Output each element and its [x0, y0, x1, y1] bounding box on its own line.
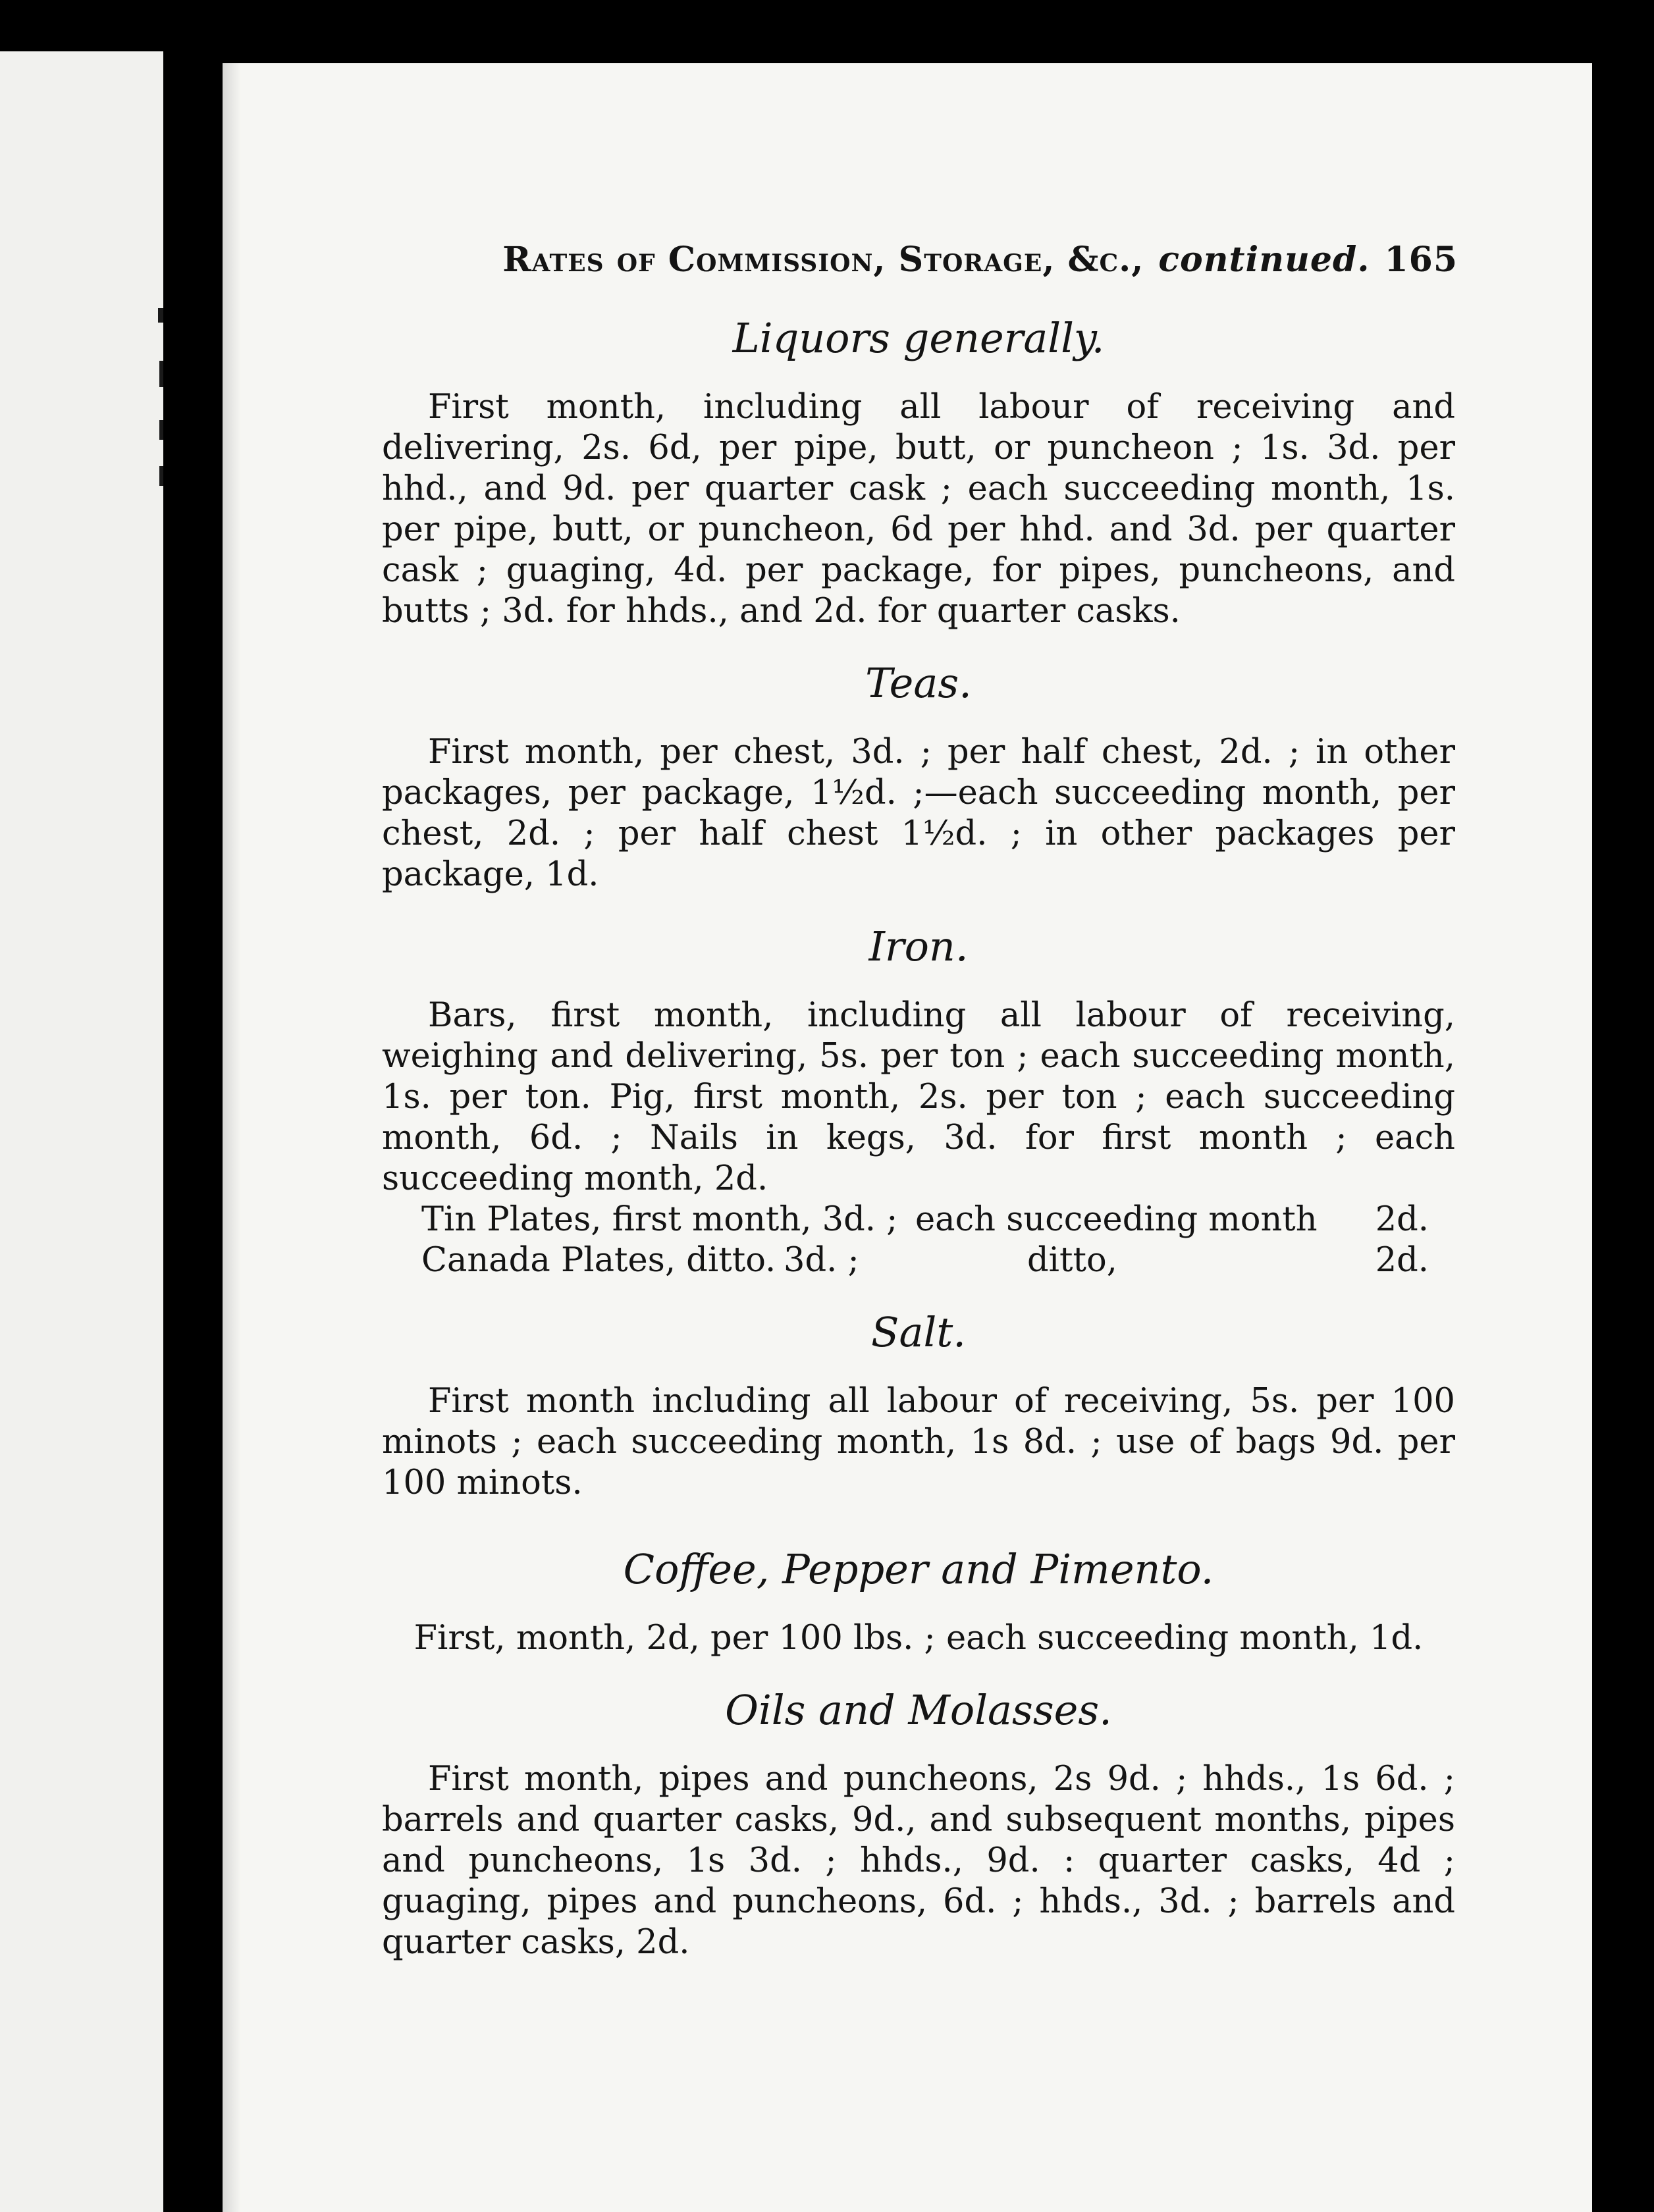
section-coffee: [382, 1543, 1455, 1659]
edge-mark: [159, 420, 163, 440]
running-head: [382, 237, 1458, 283]
rate-value: 2d.: [1375, 1200, 1429, 1239]
section-liquors: [382, 312, 1455, 632]
rate-item: Canada Plates, ditto.: [421, 1241, 776, 1280]
section-heading: Salt.: [871, 1308, 966, 1356]
section-teas: [382, 657, 1455, 895]
page-number: 165: [1384, 240, 1458, 280]
section-heading: Oils and Molasses.: [725, 1686, 1112, 1734]
running-head-title: Rates of Commission, Storage, &c.,: [502, 240, 1144, 280]
section-heading: Teas.: [865, 659, 972, 707]
page-content: [382, 237, 1458, 1963]
rate-value: 2d.: [1375, 1241, 1429, 1280]
section-text: Bars, first month, including all labour of receiving, weighing and delivering, 5s. per ton ; each succeeding month, 1s. per ton. Pig, first month, 2s. per ton ; each succeeding month, 6d. ; Nails in kegs, 3d. for first month ; each succeeding month, 2d.: [382, 996, 1455, 1198]
edge-mark: [159, 466, 163, 486]
edge-mark: [159, 361, 163, 387]
rate-succeeding: ditto,: [1027, 1241, 1117, 1280]
facing-page: [0, 51, 163, 2212]
section-heading: Coffee, Pepper and Pimento.: [623, 1545, 1214, 1593]
plates-rates: [382, 1199, 1455, 1281]
section-text: First month, per chest, 3d. ; per half chest, 2d. ; in other packages, per package, 1½d. ;—each succeeding month, per chest, 2d. ; per half chest 1½d. ; in other packages per package, 1d.: [382, 733, 1455, 894]
section-salt: [382, 1306, 1455, 1504]
section-iron: [382, 920, 1455, 1281]
section-oils: [382, 1684, 1455, 1963]
edge-mark: [158, 308, 163, 323]
rate-row-tin-plates: [382, 1199, 1455, 1240]
section-heading: Liquors generally.: [732, 314, 1105, 362]
rate-row-canada-plates: [382, 1240, 1455, 1281]
gutter-shadow: [223, 63, 241, 2212]
rate-first: 3d. ;: [784, 1241, 859, 1280]
rate-item: Tin Plates, first month, 3d. ;: [421, 1200, 898, 1239]
rate-succeeding: each succeeding month: [915, 1200, 1318, 1239]
section-heading: Iron.: [868, 922, 969, 970]
running-head-continued: continued.: [1158, 240, 1370, 280]
section-text: First month, including all labour of receiving and delivering, 2s. 6d, per pipe, butt, or puncheon ; 1s. 3d. per hhd., and 9d. per quarter cask ; each succeeding month, 1s. per pipe, butt, or puncheon, 6d per hhd. and 3d. per quarter cask ; guaging, 4d. per package, for pipes, puncheons, and butts ; 3d. for hhds., and 2d. for quarter casks.: [382, 388, 1455, 631]
section-text: First month including all labour of receiving, 5s. per 100 minots ; each succeeding month, 1s 8d. ; use of bags 9d. per 100 minots.: [382, 1382, 1455, 1502]
section-text: First month, pipes and puncheons, 2s 9d. ; hhds., 1s 6d. ; barrels and quarter casks, 9d., and subsequent months, pipes and puncheons, 1s 3d. ; hhds., 9d. : quarter casks, 4d ; guaging, pipes and puncheons, 6d. ; hhds., 3d. ; barrels and quarter casks, 2d.: [382, 1760, 1455, 1962]
section-text: First, month, 2d, per 100 lbs. ; each succeeding month, 1d.: [414, 1619, 1424, 1658]
